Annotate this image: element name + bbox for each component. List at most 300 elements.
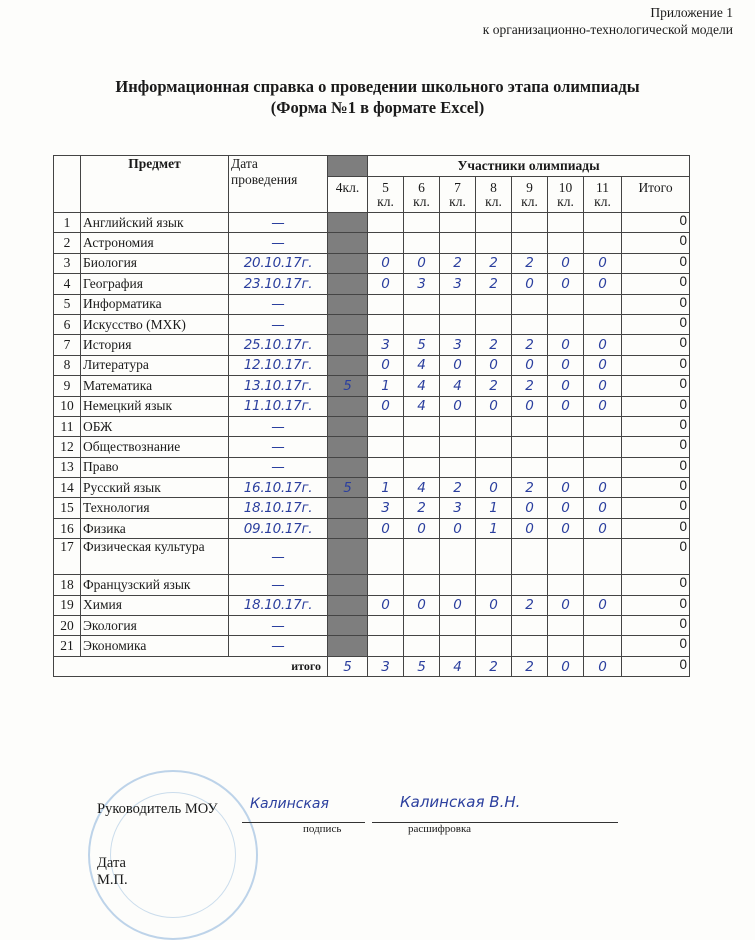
row-grade-value [404,437,440,457]
row-number: 8 [54,355,81,375]
row-total: 0 [622,274,690,294]
row-grade-value: 4 [404,396,440,416]
row-grade-value: 0 [440,595,476,615]
row-grade-value: 0 [584,335,622,355]
row-grade-4 [328,253,368,273]
row-date: 25.10.17г. [229,335,328,355]
header-grade-unit: кл. [594,194,611,209]
header-date-line-2: проведения [231,172,298,187]
row-number: 2 [54,233,81,253]
name-handwritten: Калинская В.Н. [400,793,521,811]
row-total: 0 [622,213,690,233]
row-date: 20.10.17г. [229,253,328,273]
row-grade-value: 1 [368,376,404,396]
header-grade-number: 10 [558,180,573,195]
row-grade-value: 0 [548,498,584,518]
row-grade-value [368,416,404,436]
row-grade-value [512,294,548,314]
row-grade-value: 4 [404,478,440,498]
header-grade-11 [584,177,622,213]
total-grade-4: 5 [328,656,368,676]
table-row [54,595,690,615]
header-grade-8 [476,177,512,213]
row-grade-value [404,575,440,595]
row-grade-value [440,616,476,636]
row-date: 09.10.17г. [229,518,328,538]
row-grade-4 [328,416,368,436]
row-grade-value: 0 [548,335,584,355]
row-grade-value: 1 [476,518,512,538]
row-grade-value: 3 [440,274,476,294]
document-title [0,76,755,118]
row-number: 10 [54,396,81,416]
row-grade-value: 0 [512,518,548,538]
header-grade-unit: кл. [485,194,502,209]
row-grade-value: 0 [476,355,512,375]
row-total: 0 [622,355,690,375]
row-grade-value: 0 [404,595,440,615]
table-row [54,636,690,656]
row-number: 5 [54,294,81,314]
row-grade-4 [328,213,368,233]
row-total: 0 [622,575,690,595]
row-grade-value [512,213,548,233]
row-grade-value: 0 [584,595,622,615]
row-grade-value [584,314,622,334]
header-grade-4: 4кл. [328,177,368,213]
row-subject: Обществознание [81,437,229,457]
header-grade-7 [440,177,476,213]
row-grade-value [404,294,440,314]
row-grade-value [368,539,404,575]
row-number: 18 [54,575,81,595]
row-date: — [229,575,328,595]
row-grade-4 [328,335,368,355]
row-grade-4 [328,355,368,375]
row-grade-value: 0 [548,595,584,615]
row-grade-value [368,457,404,477]
total-label: итого [54,656,328,676]
row-number: 12 [54,437,81,457]
row-date: 23.10.17г. [229,274,328,294]
row-subject: Экономика [81,636,229,656]
row-grade-value [440,314,476,334]
row-grade-value: 0 [548,253,584,273]
row-number: 14 [54,478,81,498]
row-total: 0 [622,595,690,615]
row-grade-value [512,636,548,656]
title-line-1: Информационная справка о проведении школьного этапа олимпиады [115,77,640,96]
row-grade-value [368,233,404,253]
row-date: — [229,437,328,457]
row-total: 0 [622,539,690,575]
appendix-line-1: Приложение 1 [650,5,733,20]
row-grade-value [548,539,584,575]
table-row [54,233,690,253]
table-row [54,376,690,396]
row-grade-value [548,575,584,595]
appendix-line-2: к организационно-технологической модели [482,22,733,37]
table-row [54,294,690,314]
total-grade-value: 2 [476,656,512,676]
header-date [229,156,328,213]
row-total: 0 [622,518,690,538]
row-grade-value [440,575,476,595]
row-subject: Английский язык [81,213,229,233]
row-grade-value [548,233,584,253]
row-grade-value [476,314,512,334]
row-grade-value [440,437,476,457]
row-grade-value: 2 [512,478,548,498]
row-grade-value: 0 [440,518,476,538]
row-grade-value: 3 [404,274,440,294]
row-grade-4 [328,437,368,457]
row-number: 13 [54,457,81,477]
seal-label: М.П. [97,872,128,888]
row-subject: Право [81,457,229,477]
table-row [54,478,690,498]
row-grade-value: 3 [440,335,476,355]
row-total: 0 [622,314,690,334]
date-label: Дата [97,855,126,871]
row-grade-value: 2 [476,274,512,294]
row-grade-value [476,213,512,233]
row-grade-value [404,636,440,656]
row-grade-value [404,233,440,253]
header-grade-unit: кл. [521,194,538,209]
row-grade-value: 2 [440,478,476,498]
row-grade-value: 2 [476,376,512,396]
row-grade-value: 0 [584,274,622,294]
row-grade-value: 0 [512,355,548,375]
row-subject: Технология [81,498,229,518]
row-grade-4 [328,595,368,615]
row-grade-value: 1 [476,498,512,518]
row-subject: История [81,335,229,355]
row-date: 16.10.17г. [229,478,328,498]
total-grade-value: 0 [584,656,622,676]
row-grade-value [512,457,548,477]
table-row [54,213,690,233]
header-grade-number: 5 [382,180,389,195]
row-grade-value [476,416,512,436]
row-grade-value: 0 [512,274,548,294]
row-grade-value: 3 [368,498,404,518]
header-grade-unit: кл. [557,194,574,209]
row-grade-value [584,636,622,656]
row-number: 21 [54,636,81,656]
row-grade-4 [328,575,368,595]
row-grade-value [440,457,476,477]
row-grade-value [548,437,584,457]
table-row [54,575,690,595]
row-total: 0 [622,294,690,314]
row-subject: Искусство (МХК) [81,314,229,334]
row-number: 1 [54,213,81,233]
row-grade-value [404,416,440,436]
row-grade-value [476,233,512,253]
signature-role: Руководитель МОУ [97,801,218,817]
header-grade-number: 8 [490,180,497,195]
row-grade-4: 5 [328,376,368,396]
signature-handwritten: Калинская [250,796,329,812]
row-grade-value [548,416,584,436]
row-grade-value: 5 [404,335,440,355]
row-subject: Химия [81,595,229,615]
row-grade-value: 0 [404,253,440,273]
row-grade-value [440,233,476,253]
row-subject: Русский язык [81,478,229,498]
row-grade-value [548,616,584,636]
row-date: — [229,539,328,575]
row-subject: Экология [81,616,229,636]
table-row [54,416,690,436]
row-subject: Физика [81,518,229,538]
row-grade-value [548,457,584,477]
row-grade-4 [328,539,368,575]
table-row [54,253,690,273]
header-grade-9 [512,177,548,213]
row-subject: Математика [81,376,229,396]
row-grade-value: 4 [440,376,476,396]
row-grade-value [440,416,476,436]
row-number: 4 [54,274,81,294]
row-number: 20 [54,616,81,636]
header-grade-6 [404,177,440,213]
row-grade-value: 3 [440,498,476,518]
row-grade-value [368,616,404,636]
caption-name: расшифровка [408,823,472,835]
row-grade-value [476,636,512,656]
row-grade-value: 0 [440,396,476,416]
header-subject: Предмет [81,156,229,213]
row-total: 0 [622,457,690,477]
row-grade-value: 0 [476,595,512,615]
row-total: 0 [622,416,690,436]
row-grade-value [512,416,548,436]
header-total: Итого [622,177,690,213]
row-grade-value [476,575,512,595]
total-grade-value: 4 [440,656,476,676]
table-row [54,335,690,355]
row-grade-4 [328,396,368,416]
row-grade-value [512,616,548,636]
row-grade-value: 0 [368,518,404,538]
row-grade-value [368,314,404,334]
row-date: 11.10.17г. [229,396,328,416]
table-row [54,457,690,477]
total-grade-value: 2 [512,656,548,676]
row-grade-4 [328,518,368,538]
row-grade-value: 4 [404,376,440,396]
row-grade-value: 0 [584,396,622,416]
row-grade-4: 5 [328,478,368,498]
row-grade-value: 1 [368,478,404,498]
caption-signature: подпись [303,823,342,835]
row-grade-value: 0 [584,478,622,498]
row-date: 18.10.17г. [229,498,328,518]
row-grade-value [584,457,622,477]
header-date-line-1: Дата [231,156,258,171]
total-sum: 0 [622,656,690,676]
row-grade-4 [328,616,368,636]
row-number: 7 [54,335,81,355]
header-num [54,156,81,213]
row-grade-value: 0 [368,595,404,615]
row-subject: Физическая культура [81,539,229,575]
table-row [54,274,690,294]
row-date: — [229,416,328,436]
row-number: 15 [54,498,81,518]
total-grade-value: 3 [368,656,404,676]
row-grade-value: 2 [476,335,512,355]
row-grade-4 [328,498,368,518]
header-grade-number: 6 [418,180,425,195]
row-grade-value [548,636,584,656]
row-grade-value [476,437,512,457]
row-grade-4 [328,294,368,314]
header-gray-spacer [328,156,368,177]
row-grade-value: 0 [512,498,548,518]
row-grade-value [440,294,476,314]
row-grade-value: 0 [512,396,548,416]
row-grade-4 [328,457,368,477]
row-grade-value [404,539,440,575]
row-subject: Французский язык [81,575,229,595]
row-grade-value [368,636,404,656]
row-grade-value: 4 [404,355,440,375]
row-grade-value: 2 [512,595,548,615]
row-grade-value [368,213,404,233]
appendix-note [483,4,733,38]
row-grade-4 [328,636,368,656]
header-grade-unit: кл. [449,194,466,209]
row-total: 0 [622,335,690,355]
row-grade-value: 2 [404,498,440,518]
title-line-2: (Форма №1 в формате Excel) [270,98,485,117]
row-grade-value [404,213,440,233]
row-grade-value [440,539,476,575]
row-date: — [229,636,328,656]
row-grade-value [512,314,548,334]
row-date: — [229,213,328,233]
row-grade-value [476,616,512,636]
row-grade-value: 0 [440,355,476,375]
row-subject: География [81,274,229,294]
total-grade-value: 5 [404,656,440,676]
table-row [54,396,690,416]
row-grade-value: 0 [548,274,584,294]
table-row [54,314,690,334]
row-grade-value: 0 [368,355,404,375]
row-total: 0 [622,396,690,416]
row-subject: Литература [81,355,229,375]
row-date: 18.10.17г. [229,595,328,615]
table-row [54,518,690,538]
row-grade-value [404,457,440,477]
row-grade-4 [328,233,368,253]
row-grade-value [404,616,440,636]
row-grade-value: 0 [584,518,622,538]
row-subject: Информатика [81,294,229,314]
header-grade-unit: кл. [413,194,430,209]
row-number: 19 [54,595,81,615]
row-grade-value: 0 [548,355,584,375]
row-number: 3 [54,253,81,273]
row-number: 6 [54,314,81,334]
row-grade-value [584,575,622,595]
row-grade-value [512,539,548,575]
row-grade-value: 0 [548,396,584,416]
row-grade-value: 0 [584,376,622,396]
header-grade-unit: кл. [377,194,394,209]
row-grade-value: 2 [512,253,548,273]
row-grade-value [476,294,512,314]
row-number: 16 [54,518,81,538]
total-grade-value: 0 [548,656,584,676]
header-grade-number: 7 [454,180,461,195]
row-grade-value: 0 [368,253,404,273]
row-total: 0 [622,437,690,457]
row-grade-value [368,437,404,457]
row-grade-value: 2 [512,335,548,355]
row-total: 0 [622,636,690,656]
row-grade-value: 2 [512,376,548,396]
row-date: — [229,314,328,334]
row-grade-value [584,416,622,436]
row-grade-value [476,457,512,477]
row-grade-value: 0 [548,518,584,538]
row-grade-value: 0 [368,396,404,416]
table-row [54,437,690,457]
row-grade-value: 2 [476,253,512,273]
row-date: — [229,457,328,477]
row-total: 0 [622,376,690,396]
row-total: 0 [622,233,690,253]
row-grade-value: 0 [548,376,584,396]
row-date: — [229,616,328,636]
row-grade-value [584,233,622,253]
table-row [54,616,690,636]
row-subject: Биология [81,253,229,273]
row-grade-value [512,233,548,253]
header-participants: Участники олимпиады [368,156,690,177]
header-grade-number: 11 [596,180,609,195]
row-grade-value [512,437,548,457]
table-total-row [54,656,690,676]
row-date: 13.10.17г. [229,376,328,396]
row-grade-value [368,294,404,314]
row-subject: Астрономия [81,233,229,253]
row-grade-value: 0 [404,518,440,538]
row-number: 9 [54,376,81,396]
row-number: 11 [54,416,81,436]
row-grade-value [584,294,622,314]
row-grade-value [440,213,476,233]
row-date: 12.10.17г. [229,355,328,375]
row-grade-value [584,213,622,233]
header-grade-5 [368,177,404,213]
row-subject: Немецкий язык [81,396,229,416]
row-grade-value [368,575,404,595]
olympiad-table [53,155,690,677]
header-grade-10 [548,177,584,213]
row-grade-4 [328,274,368,294]
row-grade-value: 0 [476,478,512,498]
row-grade-value [404,314,440,334]
row-total: 0 [622,253,690,273]
row-grade-value: 0 [584,498,622,518]
